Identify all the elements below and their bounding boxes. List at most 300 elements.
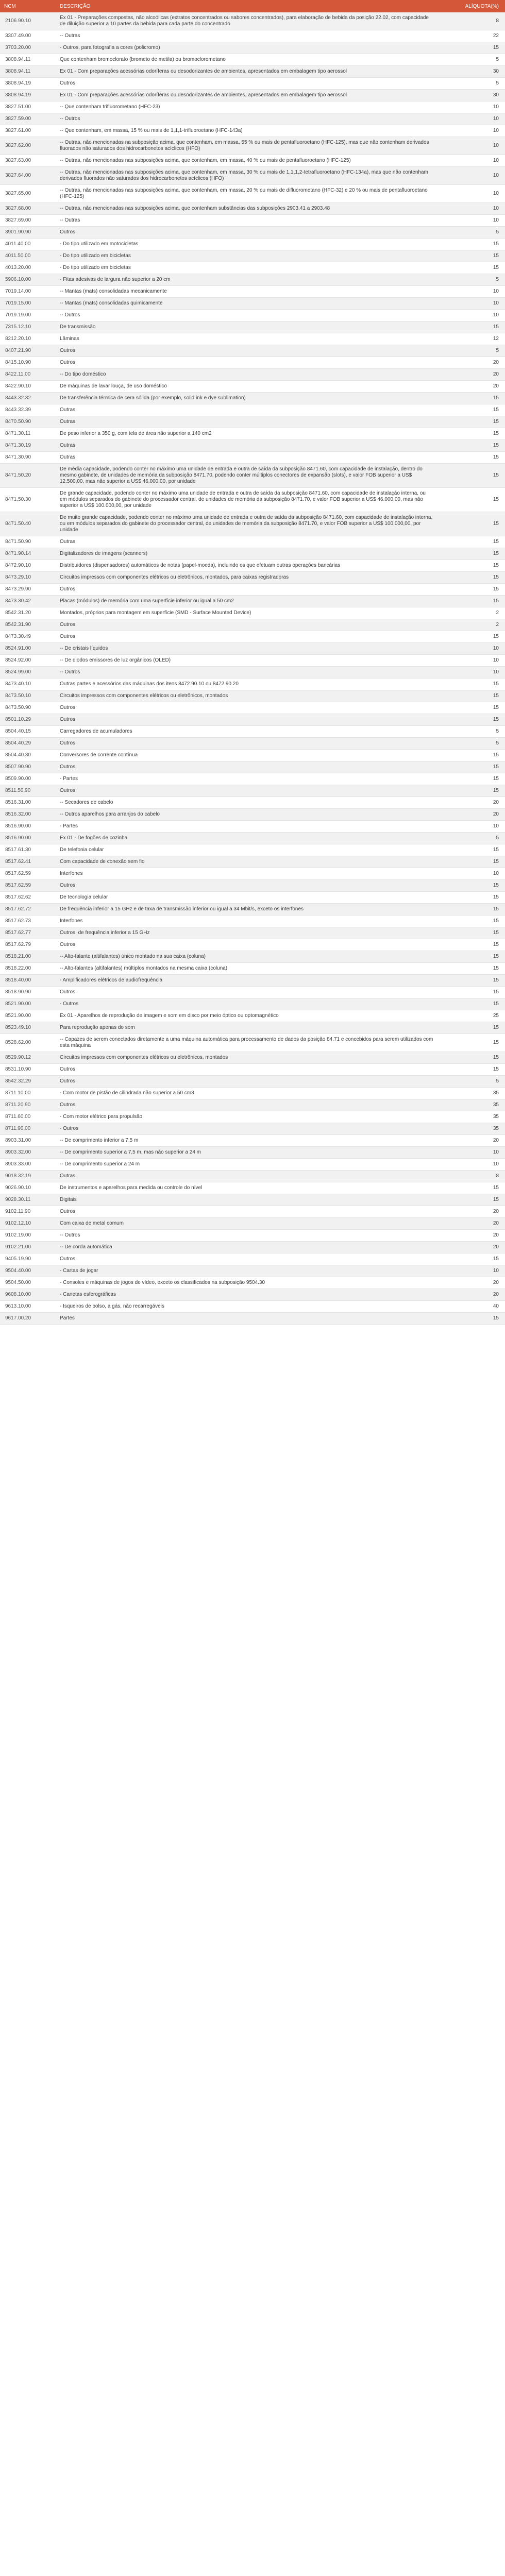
ncm-code-cell: 8471.50.20: [0, 464, 56, 488]
ncm-code-cell: 7315.12.10: [0, 321, 56, 333]
ncm-code-cell: 8518.90.90: [0, 987, 56, 998]
rate-cell: 2: [438, 607, 505, 619]
table-row: [0, 1253, 505, 1265]
table-row: [0, 1313, 505, 1325]
rate-cell: 10: [438, 155, 505, 167]
rate-cell: 15: [438, 714, 505, 726]
table-row: [0, 1230, 505, 1242]
description-cell: Circuitos impressos com componentes elétricos ou eletrônicos, montados, para caixas registradoras: [56, 572, 438, 584]
ncm-code-cell: 8517.62.59: [0, 868, 56, 880]
ncm-code-cell: 9028.30.11: [0, 1194, 56, 1206]
ncm-code-cell: 8504.40.29: [0, 738, 56, 750]
description-cell: Lâminas: [56, 333, 438, 345]
ncm-code-cell: 8524.99.00: [0, 667, 56, 679]
table-row: [0, 1265, 505, 1277]
rate-cell: 10: [438, 286, 505, 298]
rate-cell: 20: [438, 1135, 505, 1147]
ncm-code-cell: 8443.32.32: [0, 393, 56, 404]
table-row: [0, 155, 505, 167]
description-cell: - Partes: [56, 821, 438, 833]
description-cell: De muito grande capacidade, podendo conter no máximo uma unidade de entrada e outra de saída da subposição 8471.60, com capacidade de instalação interna, ou em módulos separados do gabinete do processador central, de unidades de memória da subposição 8471.70, e valor FOB superior a US$ 100.000,00, por unidade: [56, 512, 438, 536]
table-row: [0, 619, 505, 631]
description-cell: Outras: [56, 416, 438, 428]
rate-cell: 15: [438, 321, 505, 333]
table-row: [0, 856, 505, 868]
table-row: [0, 761, 505, 773]
ncm-code-cell: 3827.59.00: [0, 113, 56, 125]
table-row: [0, 167, 505, 185]
table-row: [0, 30, 505, 42]
description-cell: Outros: [56, 880, 438, 892]
description-cell: Outros: [56, 785, 438, 797]
description-cell: -- Alto-falante (altifalantes) único montado na sua caixa (coluna): [56, 951, 438, 963]
ncm-code-cell: 8711.10.00: [0, 1088, 56, 1099]
rate-cell: 15: [438, 404, 505, 416]
description-cell: -- Outras: [56, 215, 438, 227]
table-row: [0, 512, 505, 536]
ncm-code-cell: 8471.50.30: [0, 488, 56, 512]
table-row: [0, 560, 505, 572]
table-row: [0, 1182, 505, 1194]
rate-cell: 15: [438, 987, 505, 998]
rate-cell: 10: [438, 310, 505, 321]
table-row: [0, 428, 505, 440]
table-row: [0, 655, 505, 667]
rate-cell: 5: [438, 833, 505, 844]
rate-cell: 15: [438, 452, 505, 464]
rate-cell: 20: [438, 369, 505, 381]
rate-cell: 20: [438, 1242, 505, 1253]
ncm-code-cell: 8507.90.90: [0, 761, 56, 773]
rate-cell: 10: [438, 1147, 505, 1159]
ncm-code-cell: 8471.90.14: [0, 548, 56, 560]
description-cell: Com caixa de metal comum: [56, 1218, 438, 1230]
rate-cell: 15: [438, 488, 505, 512]
rate-cell: 15: [438, 596, 505, 607]
table-row: [0, 679, 505, 690]
table-row: [0, 607, 505, 619]
rate-cell: 10: [438, 101, 505, 113]
table-row: [0, 939, 505, 951]
rate-cell: 15: [438, 904, 505, 916]
rate-cell: 20: [438, 381, 505, 393]
description-cell: - Com motor elétrico para propulsão: [56, 1111, 438, 1123]
table-row: [0, 345, 505, 357]
description-cell: -- Que contenham trifluorometano (HFC-23): [56, 101, 438, 113]
ncm-code-cell: 9405.19.90: [0, 1253, 56, 1265]
table-row: [0, 785, 505, 797]
ncm-code-cell: 9617.00.20: [0, 1313, 56, 1325]
rate-cell: 10: [438, 125, 505, 137]
table-row: [0, 1277, 505, 1289]
description-cell: Partes: [56, 1313, 438, 1325]
rate-cell: 15: [438, 262, 505, 274]
table-row: [0, 821, 505, 833]
rate-cell: 5: [438, 274, 505, 286]
description-cell: - Partes: [56, 773, 438, 785]
table-row: [0, 1111, 505, 1123]
ncm-code-cell: 9102.12.10: [0, 1218, 56, 1230]
ncm-code-cell: 8516.31.00: [0, 797, 56, 809]
description-cell: - Outros: [56, 1123, 438, 1135]
rate-cell: 10: [438, 655, 505, 667]
rate-cell: 5: [438, 78, 505, 90]
ncm-code-cell: 4011.50.00: [0, 250, 56, 262]
rate-cell: 15: [438, 690, 505, 702]
description-cell: -- Outros: [56, 310, 438, 321]
rate-cell: 22: [438, 30, 505, 42]
table-row: [0, 702, 505, 714]
ncm-code-cell: 9102.11.90: [0, 1206, 56, 1218]
description-cell: Ex 01 - Aparelhos de reprodução de imagem e som em disco por meio óptico ou optomagnético: [56, 1010, 438, 1022]
description-cell: De telefonia celular: [56, 844, 438, 856]
ncm-code-cell: 8407.21.90: [0, 345, 56, 357]
description-cell: -- De diodos emissores de luz orgânicos (OLED): [56, 655, 438, 667]
description-cell: Outros: [56, 1253, 438, 1265]
rate-cell: 15: [438, 1052, 505, 1064]
ncm-code-cell: 8443.32.39: [0, 404, 56, 416]
table-row: [0, 310, 505, 321]
description-cell: De tecnologia celular: [56, 892, 438, 904]
description-cell: Outros: [56, 1206, 438, 1218]
ncm-code-cell: 3827.65.00: [0, 185, 56, 203]
table-row: [0, 369, 505, 381]
ncm-code-cell: 8504.40.15: [0, 726, 56, 738]
rate-cell: 15: [438, 773, 505, 785]
ncm-code-cell: 8517.62.79: [0, 939, 56, 951]
table-row: [0, 904, 505, 916]
rate-cell: 15: [438, 572, 505, 584]
description-cell: - Isqueiros de bolso, a gás, não recarregáveis: [56, 1301, 438, 1313]
table-row: [0, 1135, 505, 1147]
description-cell: -- Outras: [56, 30, 438, 42]
rate-cell: 15: [438, 42, 505, 54]
description-cell: - Do tipo utilizado em motocicletas: [56, 239, 438, 250]
rate-cell: 10: [438, 868, 505, 880]
rate-cell: 35: [438, 1123, 505, 1135]
table-row: [0, 250, 505, 262]
rate-cell: 20: [438, 1277, 505, 1289]
rate-cell: 10: [438, 1265, 505, 1277]
table-row: [0, 66, 505, 78]
ncm-code-cell: 8471.30.11: [0, 428, 56, 440]
table-body: [0, 12, 505, 1325]
ncm-code-cell: 8524.91.00: [0, 643, 56, 655]
table-row: [0, 1010, 505, 1022]
ncm-code-cell: 8518.21.00: [0, 951, 56, 963]
description-cell: De transferência térmica de cera sólida (por exemplo, solid ink e dye sublimation): [56, 393, 438, 404]
table-row: [0, 809, 505, 821]
description-cell: Ex 01 - Com preparações acessórias odoríferas ou desodorizantes de ambientes, apresentados em embalagem tipo aerossol: [56, 90, 438, 101]
table-row: [0, 298, 505, 310]
table-row: [0, 215, 505, 227]
rate-cell: 20: [438, 797, 505, 809]
table-row: [0, 1052, 505, 1064]
description-cell: - Com motor de pistão de cilindrada não superior a 50 cm3: [56, 1088, 438, 1099]
table-row: [0, 797, 505, 809]
ncm-code-cell: 3827.63.00: [0, 155, 56, 167]
description-cell: Outras: [56, 404, 438, 416]
table-row: [0, 844, 505, 856]
ncm-code-cell: 8518.40.00: [0, 975, 56, 987]
table-row: [0, 596, 505, 607]
ncm-code-cell: 4013.20.00: [0, 262, 56, 274]
rate-cell: 15: [438, 702, 505, 714]
table-row: [0, 1242, 505, 1253]
description-cell: Digitais: [56, 1194, 438, 1206]
rate-cell: 15: [438, 998, 505, 1010]
table-row: [0, 738, 505, 750]
ncm-code-cell: 8473.40.10: [0, 679, 56, 690]
rate-cell: 20: [438, 1218, 505, 1230]
rate-cell: 15: [438, 761, 505, 773]
description-cell: Outros: [56, 357, 438, 369]
description-cell: De média capacidade, podendo conter no máximo uma unidade de entrada e outra de saída da subposição 8471.60, com capacidade de instalação, dentro do mesmo gabinete, de unidades de memória da subposição 8471.70, podendo conter múltiplos conectores de expansão (slots), e valor FOB superior a US$ 12.500,00, mas não superior a US$ 46.000,00, por unidade: [56, 464, 438, 488]
description-cell: De peso inferior a 350 g, com tela de área não superior a 140 cm2: [56, 428, 438, 440]
rate-cell: 5: [438, 1076, 505, 1088]
table-row: [0, 416, 505, 428]
description-cell: Circuitos impressos com componentes elétricos ou eletrônicos, montados: [56, 690, 438, 702]
table-row: [0, 868, 505, 880]
ncm-code-cell: 9102.21.00: [0, 1242, 56, 1253]
table-row: [0, 90, 505, 101]
rate-cell: 5: [438, 227, 505, 239]
table-row: [0, 1099, 505, 1111]
description-cell: -- Outros aparelhos para arranjos do cabelo: [56, 809, 438, 821]
rate-cell: 15: [438, 844, 505, 856]
ncm-code-cell: 8542.32.29: [0, 1076, 56, 1088]
ncm-code-cell: 8517.62.41: [0, 856, 56, 868]
rate-cell: 10: [438, 298, 505, 310]
description-cell: Outras partes e acessórios das máquinas dos itens 8472.90.10 ou 8472.90.20: [56, 679, 438, 690]
description-cell: - Do tipo utilizado em bicicletas: [56, 262, 438, 274]
table-row: [0, 963, 505, 975]
ncm-code-cell: 3307.49.00: [0, 30, 56, 42]
description-cell: - Cartas de jogar: [56, 1265, 438, 1277]
table-row: [0, 951, 505, 963]
table-row: [0, 393, 505, 404]
table-row: [0, 1159, 505, 1171]
rate-cell: 30: [438, 90, 505, 101]
table-row: [0, 892, 505, 904]
description-cell: -- Outros: [56, 667, 438, 679]
ncm-code-cell: 3808.94.19: [0, 90, 56, 101]
description-cell: Ex 01 - Preparações compostas, não alcoólicas (extratos concentrados ou sabores concentrados), para elaboração de bebida da posição 22.02, com capacidade de diluição superior a 10 partes da bebida para cada parte do concentrado: [56, 12, 438, 30]
table-row: [0, 404, 505, 416]
description-cell: Outros: [56, 1099, 438, 1111]
ncm-code-cell: 9102.19.00: [0, 1230, 56, 1242]
table-row: [0, 773, 505, 785]
description-cell: -- Outras, não mencionadas na subposição acima, que contenham, em massa, 55 % ou mais de pentafluoroetano (HFC-125), mas que não contenham derivados fluorados não saturados dos hidrocarbonetos acíclicos (HFO): [56, 137, 438, 155]
rate-cell: 15: [438, 1182, 505, 1194]
rate-cell: 15: [438, 631, 505, 643]
ncm-code-cell: 3808.94.11: [0, 54, 56, 66]
description-cell: -- Secadores de cabelo: [56, 797, 438, 809]
ncm-code-cell: 8711.60.00: [0, 1111, 56, 1123]
ncm-code-cell: 8473.50.90: [0, 702, 56, 714]
description-cell: Conversores de corrente contínua: [56, 750, 438, 761]
description-cell: Ex 01 - Com preparações acessórias odoríferas ou desodorizantes de ambientes, apresentados em embalagem tipo aerossol: [56, 66, 438, 78]
ncm-code-cell: 8542.31.20: [0, 607, 56, 619]
ncm-column-header: NCM: [0, 0, 56, 12]
table-row: [0, 987, 505, 998]
ncm-code-cell: 9504.50.00: [0, 1277, 56, 1289]
table-row: [0, 440, 505, 452]
ncm-code-cell: 8509.90.00: [0, 773, 56, 785]
ncm-code-cell: 8511.50.90: [0, 785, 56, 797]
description-cell: Digitalizadores de imagens (scanners): [56, 548, 438, 560]
ncm-code-cell: 8516.32.00: [0, 809, 56, 821]
description-cell: -- De comprimento inferior a 7,5 m: [56, 1135, 438, 1147]
table-row: [0, 1206, 505, 1218]
ncm-code-cell: 8501.10.29: [0, 714, 56, 726]
table-row: [0, 1088, 505, 1099]
description-cell: Outras: [56, 440, 438, 452]
table-row: [0, 321, 505, 333]
description-cell: Outros: [56, 1076, 438, 1088]
table-row: [0, 1034, 505, 1052]
ncm-code-cell: 8472.90.10: [0, 560, 56, 572]
rate-cell: 5: [438, 738, 505, 750]
ncm-code-cell: 8521.90.00: [0, 998, 56, 1010]
rate-cell: 8: [438, 12, 505, 30]
table-row: [0, 227, 505, 239]
description-cell: - Do tipo utilizado em bicicletas: [56, 250, 438, 262]
description-cell: Interfones: [56, 868, 438, 880]
table-row: [0, 690, 505, 702]
ncm-code-cell: 8542.31.90: [0, 619, 56, 631]
description-cell: Outros: [56, 987, 438, 998]
description-cell: Com capacidade de conexão sem fio: [56, 856, 438, 868]
rate-cell: 25: [438, 1010, 505, 1022]
rate-cell: 10: [438, 215, 505, 227]
table-row: [0, 1064, 505, 1076]
table-row: [0, 357, 505, 369]
rate-cell: 10: [438, 667, 505, 679]
table-row: [0, 262, 505, 274]
table-row: [0, 286, 505, 298]
rate-cell: 15: [438, 1034, 505, 1052]
description-cell: - Outros, para fotografia a cores (policromo): [56, 42, 438, 54]
rate-cell: 5: [438, 726, 505, 738]
rate-cell: 15: [438, 512, 505, 536]
rate-cell: 5: [438, 345, 505, 357]
table-header-row: [0, 0, 505, 12]
description-cell: Outros: [56, 345, 438, 357]
rate-cell: 15: [438, 440, 505, 452]
table-row: [0, 333, 505, 345]
description-cell: -- Outros: [56, 1230, 438, 1242]
rate-cell: 15: [438, 750, 505, 761]
table-row: [0, 726, 505, 738]
rate-cell: 15: [438, 1022, 505, 1034]
ncm-code-cell: 8473.29.90: [0, 584, 56, 596]
table-row: [0, 1218, 505, 1230]
description-cell: - Consoles e máquinas de jogos de vídeo, exceto os classificados na subposição 9504.30: [56, 1277, 438, 1289]
ncm-code-cell: 8504.40.30: [0, 750, 56, 761]
table-row: [0, 631, 505, 643]
description-cell: Outros, de frequência inferior a 15 GHz: [56, 927, 438, 939]
table-row: [0, 1194, 505, 1206]
rate-cell: 15: [438, 548, 505, 560]
description-cell: Distribuidores (dispensadores) automáticos de notas (papel-moeda), incluindo os que efetuam outras operações bancárias: [56, 560, 438, 572]
ncm-code-cell: 8524.92.00: [0, 655, 56, 667]
ncm-code-cell: 9608.10.00: [0, 1289, 56, 1301]
rate-cell: 10: [438, 203, 505, 215]
rate-cell: 15: [438, 560, 505, 572]
rate-cell: 15: [438, 1253, 505, 1265]
table-row: [0, 1147, 505, 1159]
table-row: [0, 239, 505, 250]
ncm-code-cell: 8711.90.00: [0, 1123, 56, 1135]
ncm-code-cell: 8903.31.00: [0, 1135, 56, 1147]
description-cell: De frequência inferior a 15 GHz e de taxa de transmissão inferior ou igual a 34 Mbit/s, exceto os interfones: [56, 904, 438, 916]
ncm-code-cell: 8517.62.73: [0, 916, 56, 927]
table-row: [0, 536, 505, 548]
ncm-code-cell: 8529.90.12: [0, 1052, 56, 1064]
description-cell: Carregadores de acumuladores: [56, 726, 438, 738]
description-cell: Outros: [56, 631, 438, 643]
ncm-code-cell: 2106.90.10: [0, 12, 56, 30]
ncm-code-cell: 8518.22.00: [0, 963, 56, 975]
table-row: [0, 185, 505, 203]
table-row: [0, 113, 505, 125]
description-cell: -- Outras, não mencionadas nas subposições acima, que contenham, em massa, 30 % ou mais de 1,1,1,2-tetrafluoroetano (HFC-134a), mas que não contenham derivados fluorados não saturados dos hidrocarbonetos acíclicos (HFO): [56, 167, 438, 185]
rate-cell: 15: [438, 951, 505, 963]
description-cell: Outros: [56, 702, 438, 714]
table-row: [0, 137, 505, 155]
ncm-code-cell: 8471.30.90: [0, 452, 56, 464]
rate-cell: 15: [438, 880, 505, 892]
description-cell: Outros: [56, 738, 438, 750]
rate-cell: 35: [438, 1088, 505, 1099]
rate-cell: 35: [438, 1099, 505, 1111]
description-cell: Outros: [56, 584, 438, 596]
description-cell: -- Outras, não mencionadas nas subposições acima, que contenham, em massa, 20 % ou mais de difluorometano (HFC-32) e 20 % ou mais de pentafluoroetano (HFC-125): [56, 185, 438, 203]
table-row: [0, 464, 505, 488]
table-row: [0, 54, 505, 66]
ncm-code-cell: 8473.29.10: [0, 572, 56, 584]
ncm-code-cell: 3827.69.00: [0, 215, 56, 227]
table-row: [0, 714, 505, 726]
ncm-code-cell: 8422.11.00: [0, 369, 56, 381]
rate-cell: 15: [438, 250, 505, 262]
table-row: [0, 548, 505, 560]
rate-cell: 20: [438, 1289, 505, 1301]
rate-cell: 20: [438, 357, 505, 369]
description-cell: -- Do tipo doméstico: [56, 369, 438, 381]
description-cell: Ex 01 - De fogões de cozinha: [56, 833, 438, 844]
description-cell: -- Outros: [56, 113, 438, 125]
ncm-code-cell: 3827.51.00: [0, 101, 56, 113]
table-header: [0, 0, 505, 12]
table-row: [0, 42, 505, 54]
table-row: [0, 78, 505, 90]
ncm-code-cell: 8471.30.19: [0, 440, 56, 452]
description-cell: De instrumentos e aparelhos para medida ou controle do nível: [56, 1182, 438, 1194]
ncm-code-cell: 8711.20.90: [0, 1099, 56, 1111]
description-cell: De máquinas de lavar louça, de uso doméstico: [56, 381, 438, 393]
rate-cell: 15: [438, 916, 505, 927]
ncm-code-cell: 4011.40.00: [0, 239, 56, 250]
ncm-code-cell: 3827.61.00: [0, 125, 56, 137]
table-row: [0, 12, 505, 30]
table-row: [0, 750, 505, 761]
description-cell: -- De corda automática: [56, 1242, 438, 1253]
description-cell: -- Mantas (mats) consolidadas quimicamente: [56, 298, 438, 310]
ncm-code-cell: 8523.49.10: [0, 1022, 56, 1034]
description-cell: -- De comprimento superior a 7,5 m, mas não superior a 24 m: [56, 1147, 438, 1159]
